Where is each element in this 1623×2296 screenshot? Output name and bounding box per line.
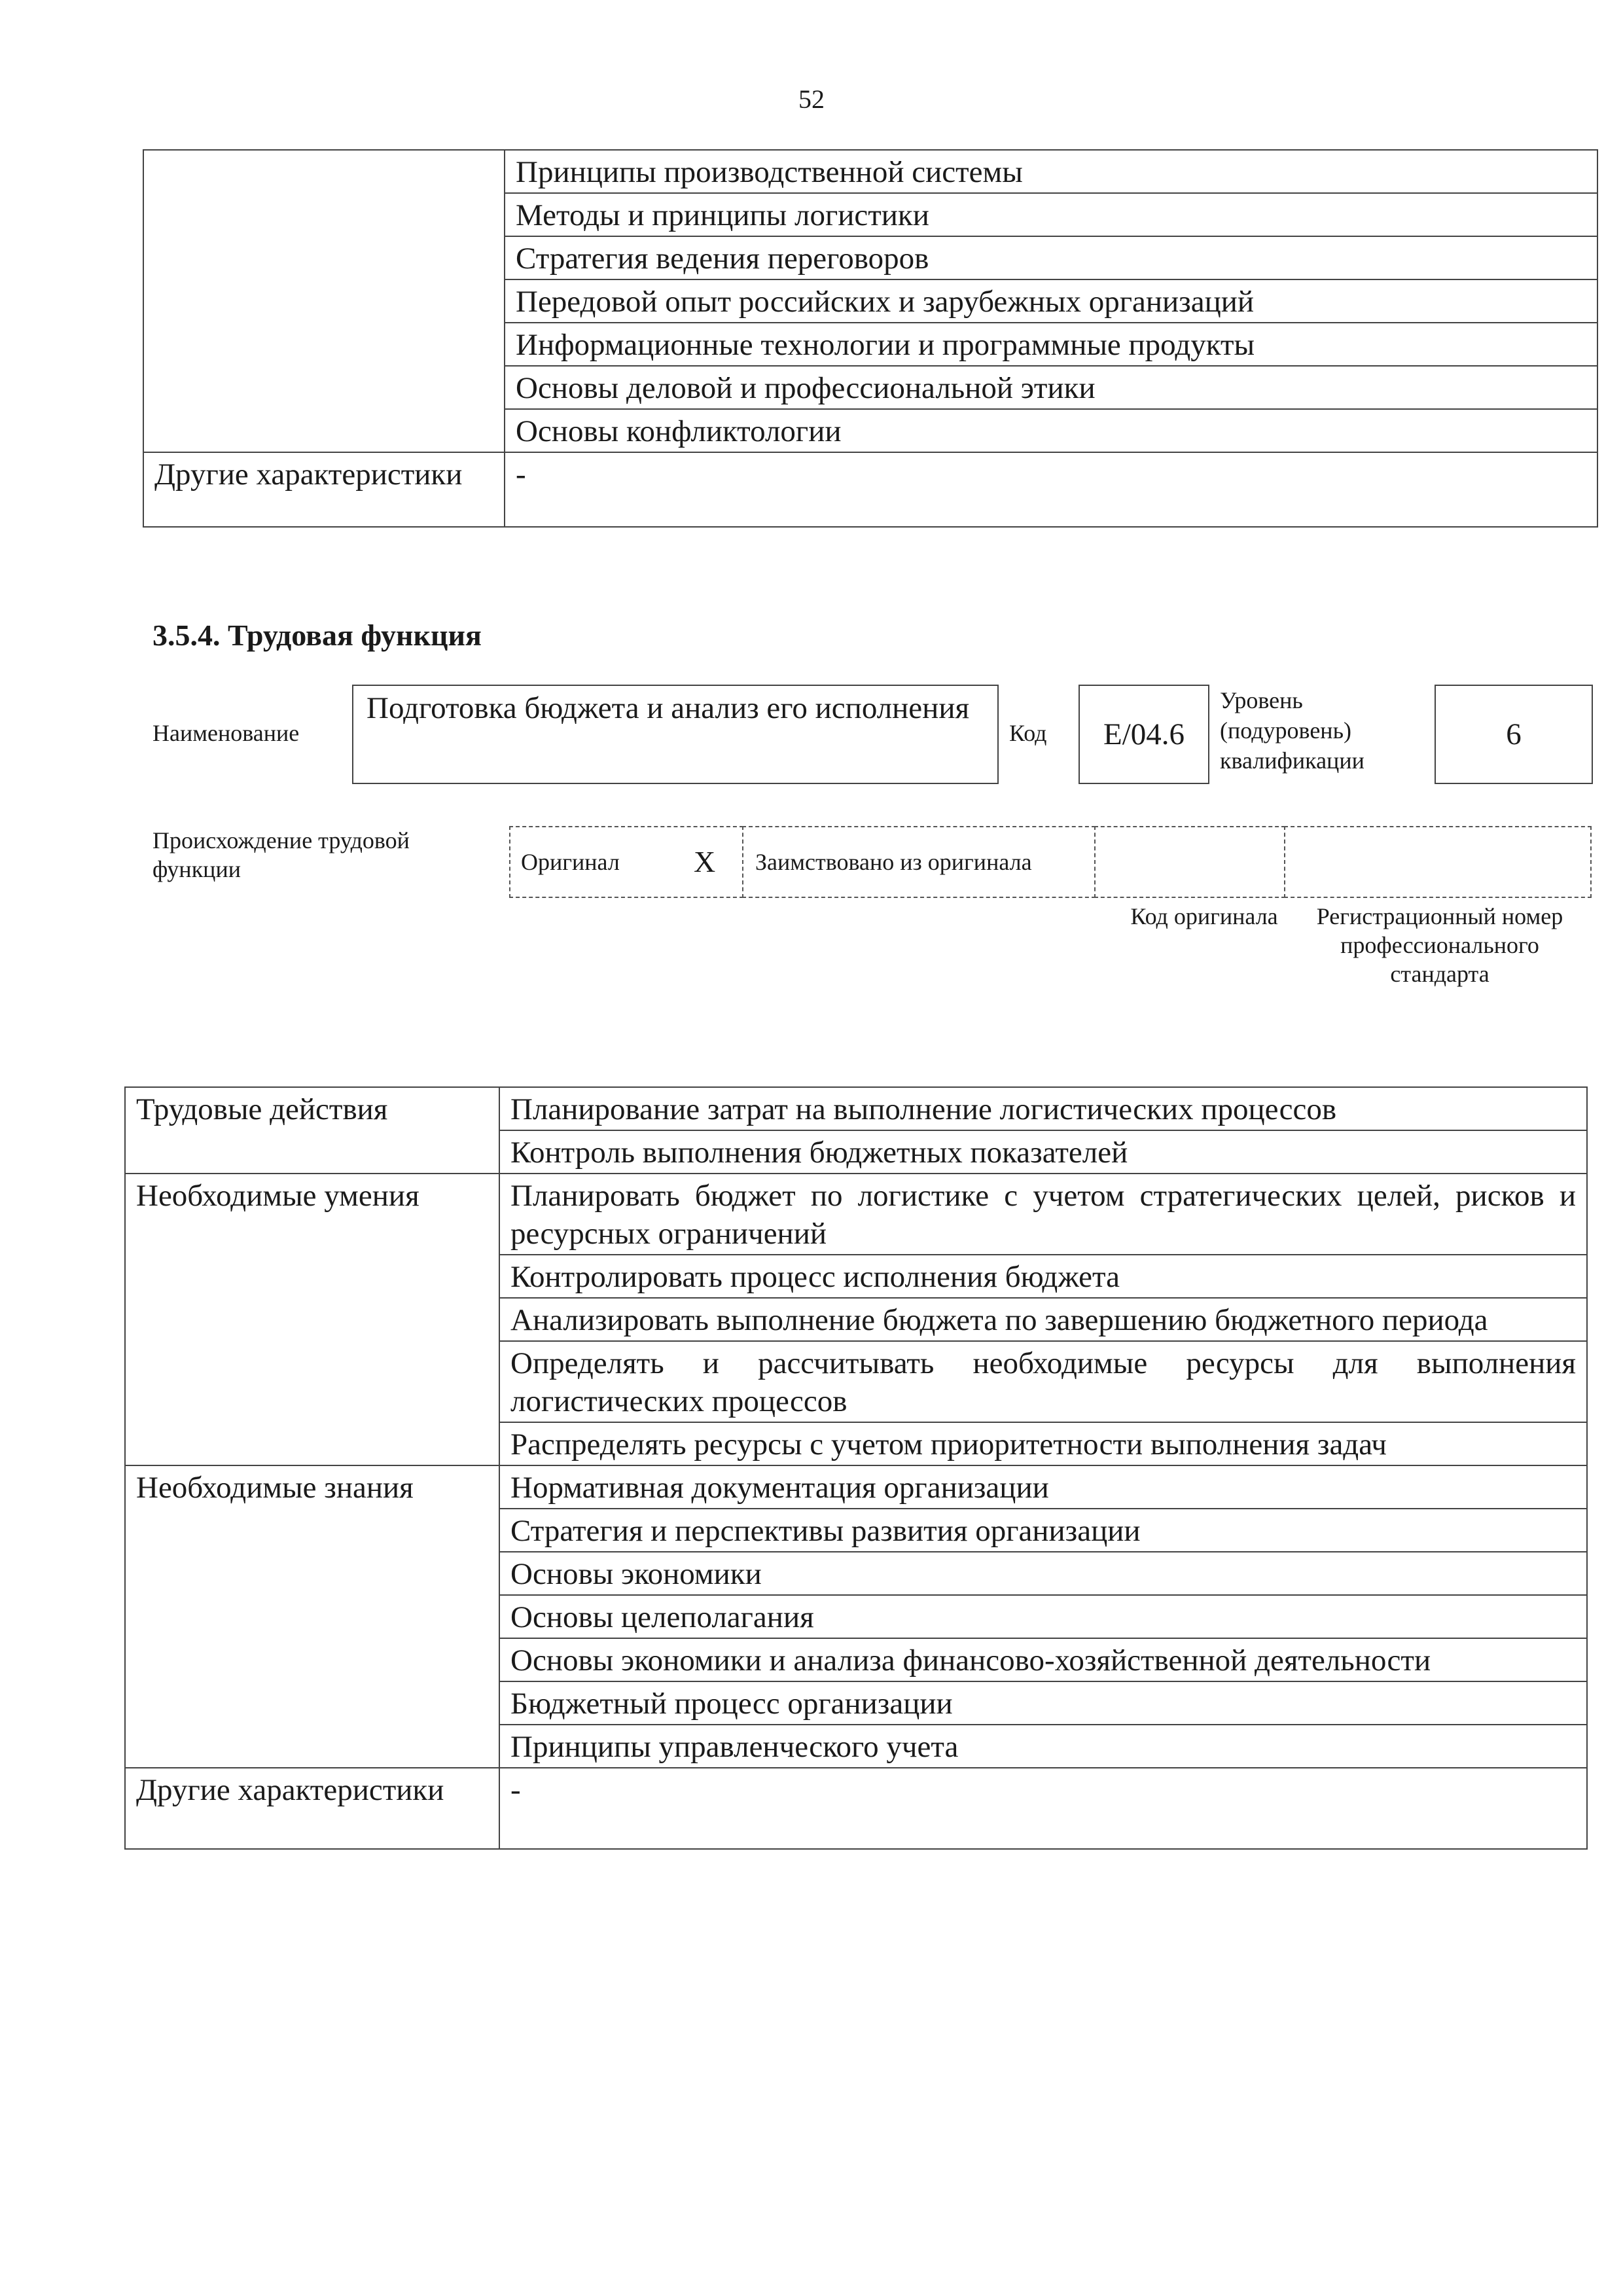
knowledge-item: Принципы управленческого учета xyxy=(499,1725,1587,1768)
page-number: 52 xyxy=(798,84,825,114)
knowledge-continuation-table xyxy=(143,149,1598,528)
knowledge-item: Передовой опыт российских и зарубежных организаций xyxy=(505,279,1597,323)
knowledge-item: Бюджетный процесс организации xyxy=(499,1681,1587,1725)
code-label: Код xyxy=(1009,720,1047,746)
origin-label: Происхождение трудовой функции xyxy=(152,827,410,882)
knowledge-item: Основы деловой и профессиональной этики xyxy=(505,366,1597,409)
name-value-box: Подготовка бюджета и анализ его исполнения xyxy=(352,685,999,784)
skills-label: Необходимые умения xyxy=(125,1174,499,1465)
name-label: Наименование xyxy=(152,720,300,746)
labor-function-table xyxy=(124,1086,1588,1850)
borrowed-cell: Заимствовано из оригинала xyxy=(742,826,1096,898)
original-label: Оригинал xyxy=(521,849,620,875)
knowledge-item: Методы и принципы логистики xyxy=(505,193,1597,236)
original-code-cell xyxy=(1094,826,1285,898)
knowledge-item: Информационные технологии и программные продукты xyxy=(505,323,1597,366)
skill-item: Распределять ресурсы с учетом приоритетности выполнения задач xyxy=(499,1422,1587,1465)
knowledge-item: Стратегия и перспективы развития организации xyxy=(499,1509,1587,1552)
origin-row xyxy=(509,826,1592,898)
reg-number-caption: Регистрационный номер профессионального стандарта xyxy=(1316,903,1563,987)
level-label-line2: (подуровень) xyxy=(1220,717,1351,744)
code-original-caption: Код оригинала xyxy=(1130,903,1278,929)
other-characteristics-label: Другие характеристики xyxy=(143,452,505,527)
labor-actions-label: Трудовые действия xyxy=(125,1087,499,1174)
knowledge-item: Стратегия ведения переговоров xyxy=(505,236,1597,279)
knowledge-label: Необходимые знания xyxy=(125,1465,499,1768)
skill-item: Планировать бюджет по логистике с учетом стратегических целей, рисков и ресурсных ограничений xyxy=(499,1174,1587,1255)
knowledge-item: Принципы производственной системы xyxy=(505,150,1597,193)
code-value-box: E/04.6 xyxy=(1079,685,1209,784)
skill-item: Контролировать процесс исполнения бюджета xyxy=(499,1255,1587,1298)
knowledge-item: Основы конфликтологии xyxy=(505,409,1597,452)
labor-action-item: Планирование затрат на выполнение логистических процессов xyxy=(499,1087,1587,1130)
skill-item: Анализировать выполнение бюджета по завершению бюджетного периода xyxy=(499,1298,1587,1341)
section-title: 3.5.4. Трудовая функция xyxy=(152,619,482,652)
level-label-line3: квалификации xyxy=(1220,747,1364,774)
knowledge-item: Основы целеполагания xyxy=(499,1595,1587,1638)
empty-label-cell xyxy=(143,150,505,452)
labor-action-item: Контроль выполнения бюджетных показателей xyxy=(499,1130,1587,1174)
original-mark: X xyxy=(694,845,716,878)
knowledge-item: Нормативная документация организации xyxy=(499,1465,1587,1509)
level-label-line1: Уровень xyxy=(1220,687,1303,713)
other-characteristics-label: Другие характеристики xyxy=(125,1768,499,1849)
knowledge-item: Основы экономики xyxy=(499,1552,1587,1595)
skill-item: Определять и рассчитывать необходимые ресурсы для выполнения логистических процессов xyxy=(499,1341,1587,1422)
other-characteristics-value: - xyxy=(499,1768,1587,1849)
reg-number-cell xyxy=(1284,826,1592,898)
other-characteristics-value: - xyxy=(505,452,1597,527)
level-value-box: 6 xyxy=(1435,685,1593,784)
original-cell xyxy=(509,826,743,898)
knowledge-item: Основы экономики и анализа финансово-хозяйственной деятельности xyxy=(499,1638,1587,1681)
